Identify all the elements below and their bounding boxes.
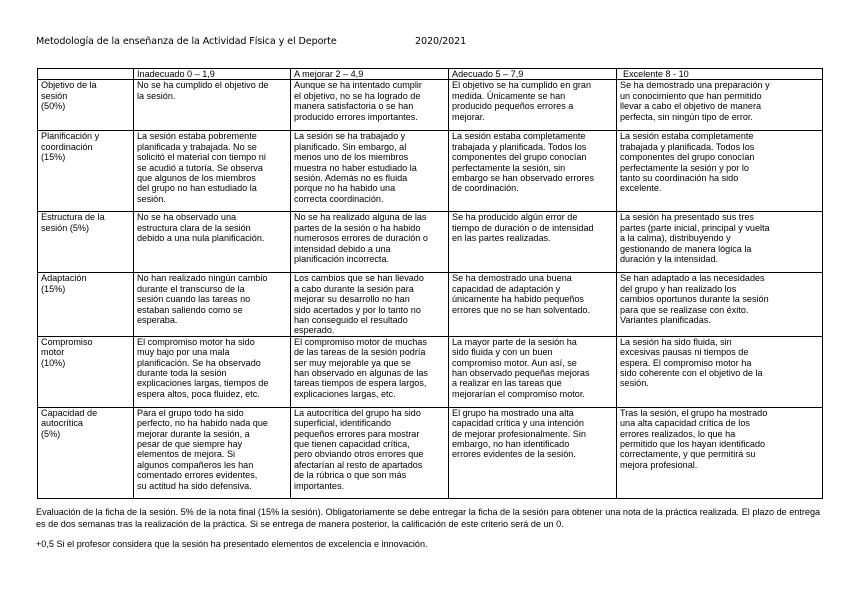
criterion-cell [38, 212, 134, 273]
criterion-cell [38, 80, 134, 131]
cell-text: El grupo ha mostrado una alta capacidad crítica y una intención de mejorar profesionalmente. Sin embargo, no han identificado errores evidentes de la sesión. [452, 407, 586, 460]
document-title: Metodología de la enseñanza de la Actividad Física y el Deporte [36, 36, 337, 47]
criterion-label: Compromiso motor (10%) [41, 336, 93, 368]
header-cell-adecuado: Adecuado 5 – 7,9 [449, 69, 617, 80]
rubric-cell [449, 407, 617, 498]
cell-text: Se ha demostrado una buena capacidad de adaptación y únicamente ha habido pequeños errores que no se han solventado. [452, 273, 591, 315]
rubric-cell [449, 336, 617, 407]
rubric-cell [134, 80, 291, 131]
rubric-cell [291, 273, 449, 336]
cell-text: No se ha observado una estructura clara de la sesión debido a una nula planificación. [137, 212, 265, 244]
header-cell-a-mejorar: A mejorar 2 – 4,9 [291, 69, 449, 80]
criterion-label: Adaptación (15%) [41, 273, 87, 294]
table-row [38, 80, 823, 131]
rubric-cell [617, 212, 823, 273]
rubric-cell [134, 336, 291, 407]
table-row [38, 336, 823, 407]
criterion-label: Capacidad de autocrítica (5%) [41, 407, 98, 439]
cell-text: La autocrítica del grupo ha sido superficial, identificando pequeños errores para mostrar que tienen capacidad crítica, pero obviando otros errores que afectarían al resto de apartados de la rúbrica o que son más importantes. [294, 407, 424, 491]
criterion-label: Estructura de la sesión (5%) [41, 212, 105, 233]
rubric-cell [449, 80, 617, 131]
rubric-cell [617, 80, 823, 131]
cell-text: El compromiso motor ha sido muy bajo por una mala planificación. Se ha observado durante toda la sesión explicaciones largas, tiempos de espera altos, poca fluidez, etc. [137, 336, 269, 399]
cell-text: La sesión ha sido fluida, sin excesivas pausas ni tiempos de espera. El compromiso motor ha sido coherente con el objetivo de la sesión. [620, 336, 763, 389]
cell-text: La sesión estaba completamente trabajada y planificada. Todos los componentes del grupo conocían perfectamente la sesión, sin embargo se han observado errores de coordinación. [452, 131, 595, 194]
cell-text: No han realizado ningún cambio durante el transcurso de la sesión cuando las tareas no estaban saliendo como se esperaba. [137, 273, 268, 326]
cell-text: Se ha demostrado una preparación y un conocimiento que han permitido llevar a cabo el objetivo de manera perfecta, sin ningún tipo de error. [620, 80, 770, 122]
rubric-cell [449, 273, 617, 336]
header-cell-excelente: Excelente 8 - 10 [617, 69, 823, 80]
cell-text: La sesión estaba completamente trabajada y planificada. Todos los componentes del grupo conocían perfectamente la sesión y por lo tanto su coordinación ha sido excelente. [620, 131, 755, 194]
table-row [38, 212, 823, 273]
criterion-label: Planificación y coordinación (15%) [41, 131, 100, 163]
rubric-cell [617, 273, 823, 336]
cell-text: La sesión se ha trabajado y planificado. Sin embargo, al menos uno de los miembros muestra no haber estudiado la sesión. Además no es fluida porque no ha habido una correcta coordinación. [294, 131, 417, 204]
academic-year: 2020/2021 [415, 36, 467, 47]
cell-text: La mayor parte de la sesión ha sido fluida y con un buen compromiso motor. Aun así, se han observado pequeñas mejoras a realizar en las tareas que mejorarían el compromiso motor. [452, 336, 590, 399]
table-header-row [38, 69, 823, 80]
criterion-cell [38, 131, 134, 212]
criterion-cell [38, 273, 134, 336]
table-row [38, 131, 823, 212]
cell-text: La sesión estaba pobremente planificada y trabajada. No se solicitó el material con tiempo ni se acudió a tutoría. Se observa que algunos de los miembros del grupo no han estudiado la sesión. [137, 131, 266, 204]
rubric-cell [291, 212, 449, 273]
bonus-note: +0,5 Si el profesor considera que la sesión ha presentado elementos de excelencia e innovación. [36, 539, 428, 549]
rubric-cell [291, 131, 449, 212]
notes-section [36, 507, 826, 551]
cell-text: Aunque se ha intentado cumplir el objetivo, no se ha logrado de manera satisfactoria o se han producido errores importantes. [294, 80, 422, 122]
header-cell-empty [38, 69, 134, 80]
rubric-cell [291, 336, 449, 407]
cell-text: Se ha producido algún error de tiempo de duración o de intensidad en las partes realizadas. [452, 212, 594, 244]
rubric-cell [449, 131, 617, 212]
cell-text: No se ha cumplido el objetivo de la sesión. [137, 80, 269, 101]
rubric-cell [134, 212, 291, 273]
cell-text: Los cambios que se han llevado a cabo durante la sesión para mejorar su desarrollo no han sido acertados y por lo tanto no han conseguido el resultado esperado. [294, 273, 424, 336]
rubric-cell [449, 212, 617, 273]
rubric-cell [617, 131, 823, 212]
rubric-cell [134, 131, 291, 212]
rubric-cell [291, 407, 449, 498]
cell-text: Tras la sesión, el grupo ha mostrado una alta capacidad crítica de los errores realizados, lo que ha permitido que los hayan identificado correctamente, y que permitirá su mejora profesional. [620, 407, 768, 470]
rubric-cell [617, 407, 823, 498]
cell-text: El objetivo se ha cumplido en gran medida. Únicamente se han producido pequeños errores a mejorar. [452, 80, 592, 122]
table-row [38, 273, 823, 336]
header-cell-inadecuado: Inadecuado 0 – 1,9 [134, 69, 291, 80]
rubric-cell [134, 273, 291, 336]
criterion-label: Objetivo de la sesión (50%) [41, 80, 97, 112]
rubric-table [37, 68, 823, 499]
rubric-cell [291, 80, 449, 131]
cell-text: Para el grupo todo ha sido perfecto, no ha habido nada que mejorar durante la sesión, a pesar de que siempre hay elementos de mejora. Si algunos compañeros les han comentado errores evidentes, su actitud ha sido defensiva. [137, 407, 268, 491]
rubric-cell [134, 407, 291, 498]
evaluation-note: Evaluación de la ficha de la sesión. 5% de la nota final (15% la sesión). Obligatoriamente se debe entregar la ficha de la sesión para obtener una nota de la práctica realizada. El plazo de entrega es de dos semanas tras la realización de la práctica. Si se entrega de manera posterior, la calificación de este criterio será de un 0. [36, 507, 821, 529]
cell-text: El compromiso motor de muchas de las tareas de la sesión podría ser muy mejorable ya que se han observado en algunas de las tareas tiempos de espera largos, explicaciones largas, etc. [294, 336, 428, 399]
cell-text: Se han adaptado a las necesidades del grupo y han realizado los cambios oportunos durante la sesión para que se realizase con éxito. Variantes planificadas. [620, 273, 769, 326]
table-row [38, 407, 823, 498]
criterion-cell [38, 407, 134, 498]
rubric-cell [617, 336, 823, 407]
criterion-cell [38, 336, 134, 407]
cell-text: La sesión ha presentado sus tres partes (parte inicial, principal y vuelta a la calma), distribuyendo y gestionando de manera lógica la duración y la intensidad. [620, 212, 770, 265]
cell-text: No se ha realizado alguna de las partes de la sesión o ha habido numerosos errores de duración o intensidad debido a una planificación incorrecta. [294, 212, 428, 265]
document-header [36, 36, 816, 50]
